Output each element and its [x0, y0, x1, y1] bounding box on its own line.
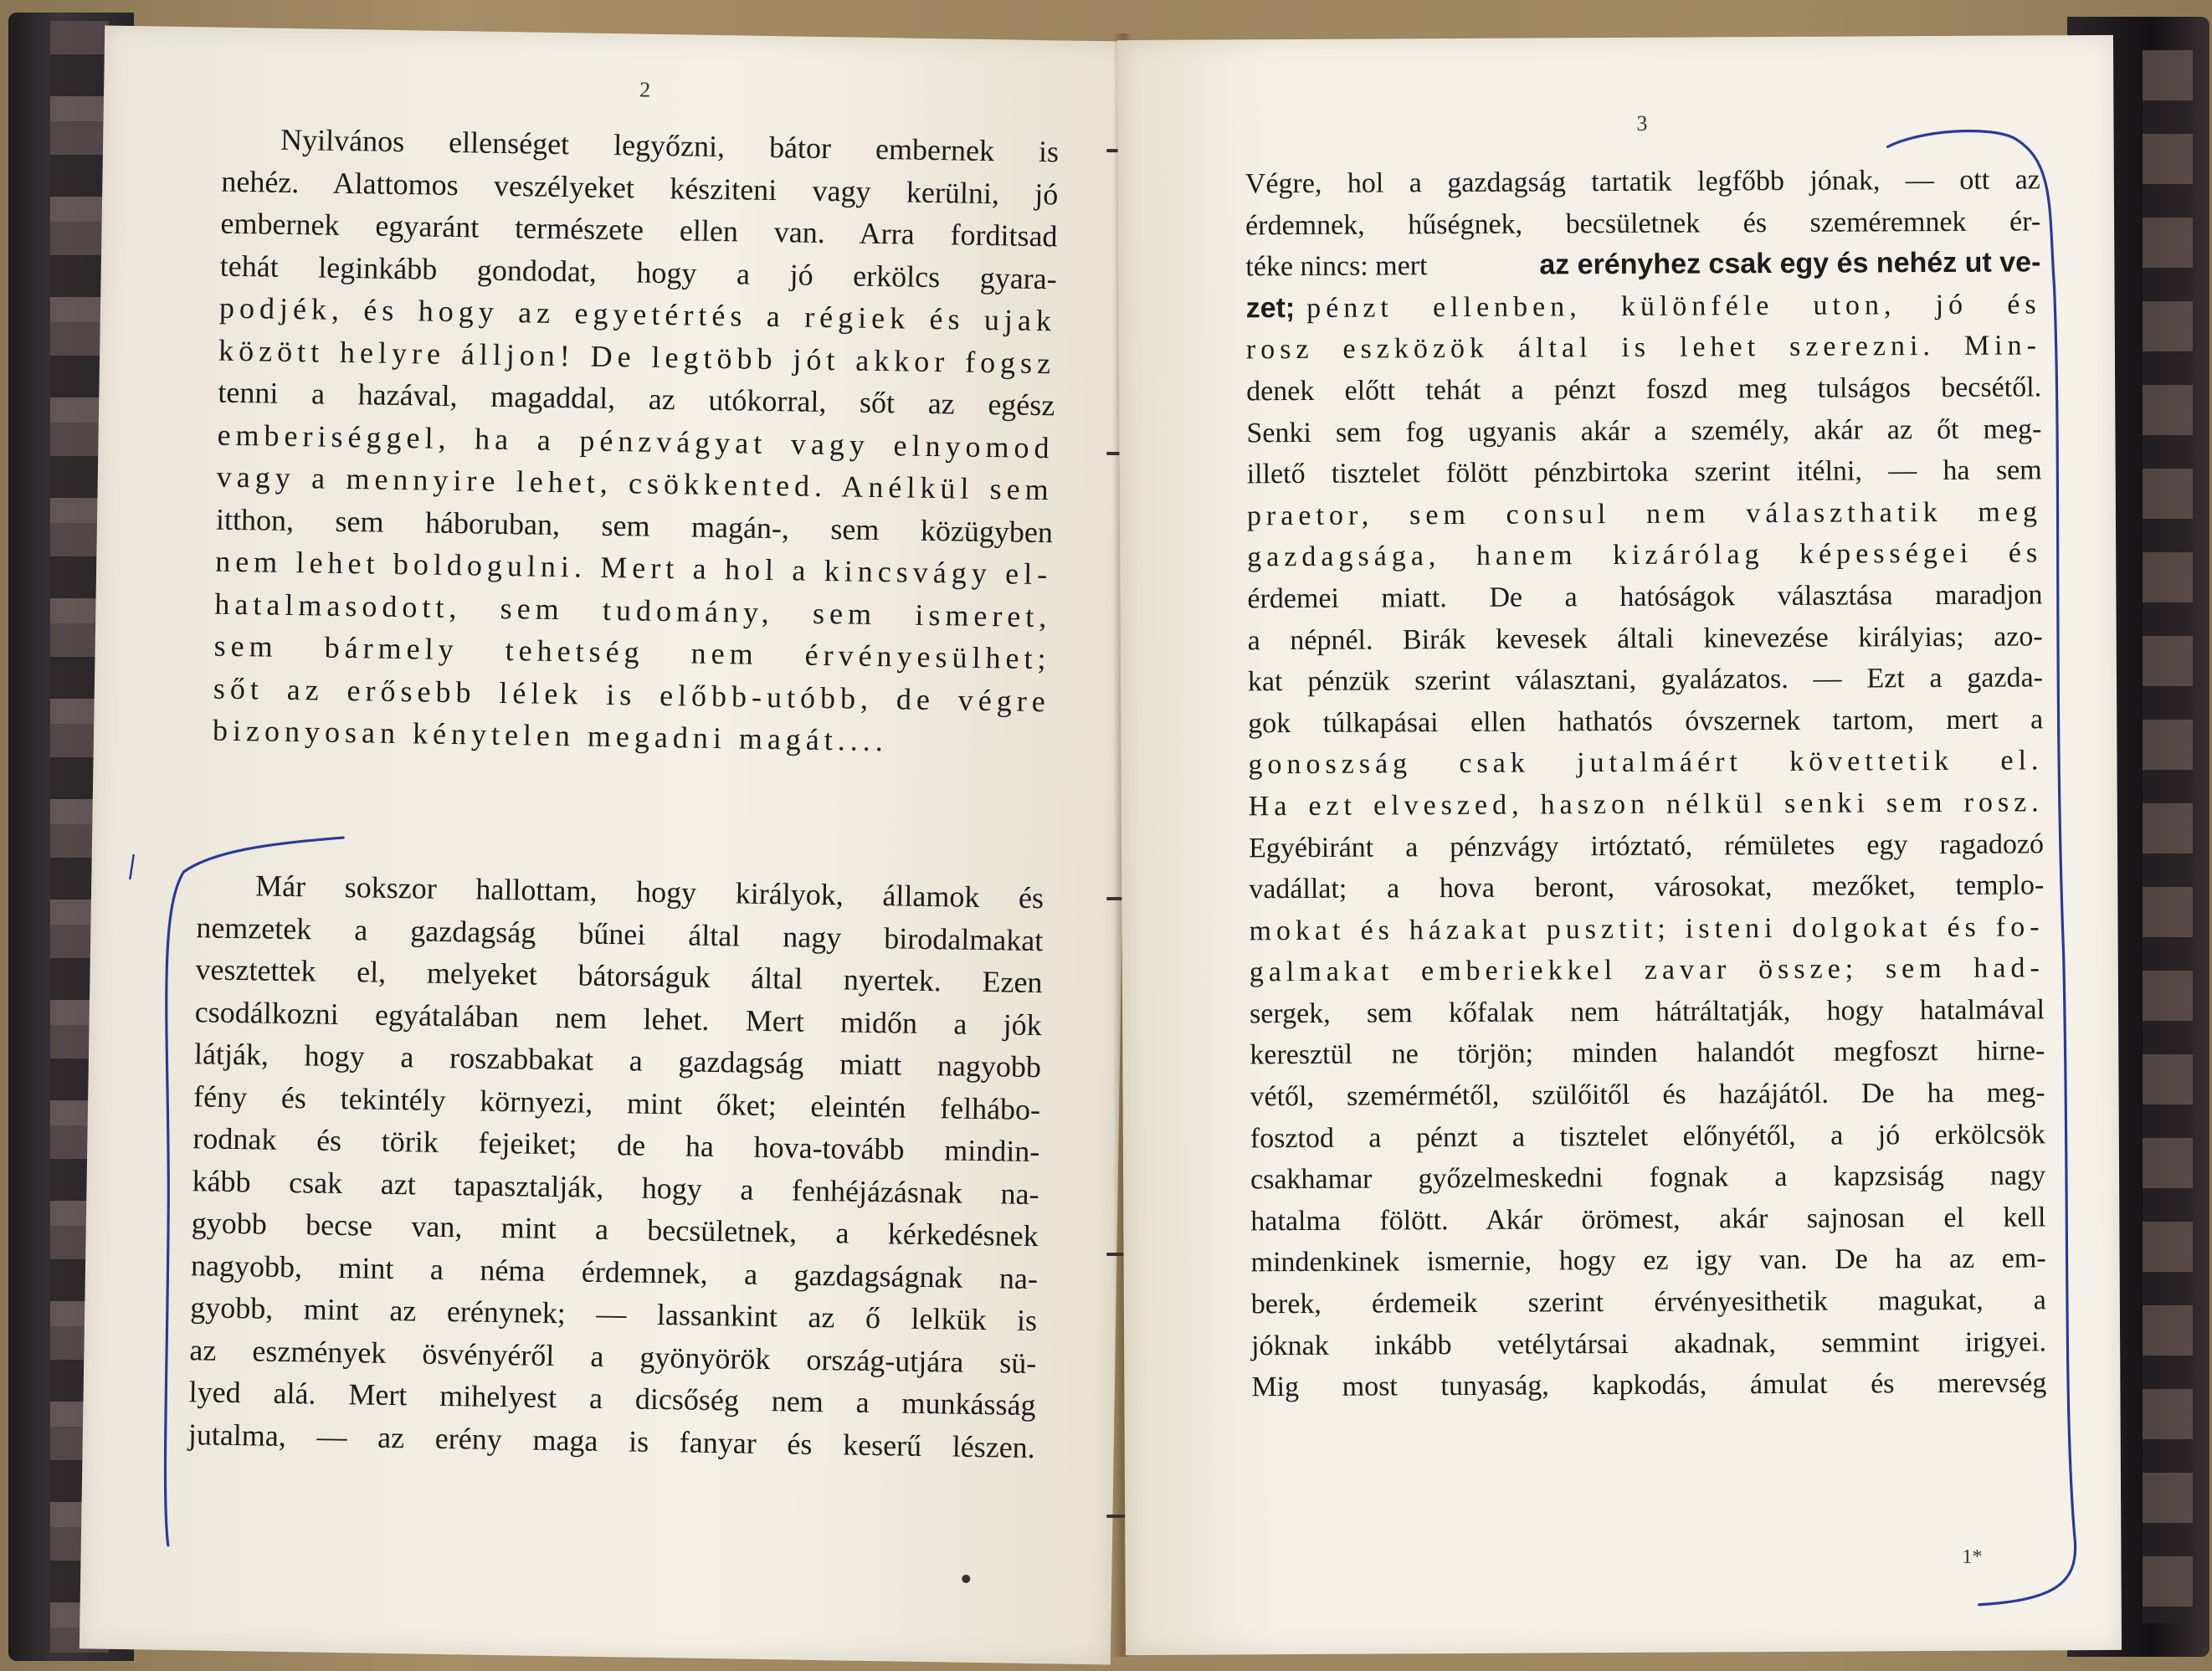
text-fragment: téke nincs: mert	[1245, 250, 1428, 283]
page-number-left: 2	[639, 77, 651, 102]
text-line: denek előtt tehát a pénzt foszd meg tulságos becsétől.	[1246, 372, 2042, 407]
text-line: látják, hogy a roszabbakat a gazdagság miatt nagyobb	[193, 1037, 1042, 1084]
text-line: nehéz. Alattomos veszélyeket késziteni vagy kerülni, jó	[221, 164, 1059, 211]
text-line: galmakat emberiekkel zavar össze; sem had-	[1249, 952, 2045, 988]
text-line: Végre, hol a gazdagság tartatik legfőbb jónak, — ott az	[1245, 164, 2040, 200]
text-line: rodnak és törik fejeiket; de ha hova-tovább mindin-	[192, 1121, 1040, 1169]
text-line: lyed alá. Mert mihelyest a dicsőség nem a munkásság	[188, 1375, 1036, 1422]
text-line: csodálkozni egyátalában nem lehet. Mert midőn a jók	[194, 994, 1043, 1042]
text-line: nem lehet boldogulni. Mert a hol a kincsvágy el-	[214, 544, 1053, 592]
text-line: podjék, és hogy az egyetértés a régiek és ujak	[218, 290, 1057, 338]
text-line: illető tisztelet fölött pénzbirtoka szerint itélni, — ha sem	[1246, 454, 2042, 490]
signature-mark: 1*	[1962, 1545, 1983, 1568]
text-line: nagyobb, mint a néma érdemnek, a gazdagságnak na-	[190, 1248, 1039, 1295]
text-line: vétől, szemérmétől, szülőitől és hazájától. De ha meg-	[1250, 1077, 2045, 1113]
text-line: kább csak azt tapasztalják, hogy a fenhéjázásnak na-	[192, 1163, 1039, 1211]
text-line: nemzetek a gazdagság bűnei által nagy birodalmakat	[196, 910, 1044, 957]
text-line: gyobb becse van, mint a becsületnek, a kérkedésnek	[191, 1206, 1039, 1253]
right-text	[1245, 159, 2047, 1408]
text-line: Egyébiránt a pénzvágy irtóztató, rémületes egy ragadozó	[1248, 828, 2045, 864]
bold-emphasis: zet;	[1245, 291, 1296, 325]
text-line: fény és tekintély környezi, mint őket; eleintén felhábo-	[192, 1079, 1041, 1126]
text-line: vadállat; a hova beront, városokat, mezőket, templo-	[1249, 869, 2045, 905]
text-line: között helyre álljon! De legtöbb jót akkor fogsz	[218, 333, 1056, 380]
text-line: csakhamar győzelmeskedni fognak a kapzsiság nagy	[1250, 1160, 2046, 1196]
text-line: hatalma fölött. Akár örömest, akár sajnosan el kell	[1250, 1202, 2046, 1238]
text-line: vesztettek el, melyeket bátorságuk által nyertek. Ezen	[195, 952, 1043, 1000]
text-line: kat pénzük szerint választani, gyalázatos. — Ezt a gazda-	[1247, 662, 2044, 698]
text-line: keresztül ne törjön; minden halandót megfoszt hirne-	[1250, 1035, 2045, 1071]
text-line: az eszmények ösvényéről a gyönyörök ország-utjára sü-	[189, 1332, 1037, 1380]
text-line: praetor, sem consul nem választhatik meg	[1246, 496, 2043, 532]
text-line: rosz eszközök által is lehet szerezni. Min-	[1245, 330, 2041, 366]
text-line: Nyilvános ellenséget legyőzni, bátor embernek is	[280, 122, 1060, 169]
text-line: Senki sem fog ugyanis akár a személy, akár az őt meg-	[1246, 413, 2042, 449]
text-line: érdemnek, hűségnek, becsületnek és szeméremnek ér-	[1245, 205, 2041, 241]
text-line: sergek, sem kőfalak nem hátráltatják, hogy hatalmával	[1249, 994, 2045, 1030]
left-paragraph-1	[213, 118, 1060, 765]
text-line: a népnél. Birák kevesek általi kinevezése királyias; azo-	[1247, 620, 2043, 656]
text-fragment: pénzt ellenben, különféle uton, jó és	[1306, 289, 2041, 324]
text-line: tehát leginkább gondodat, hogy a jó erkölcs gyara-	[219, 249, 1058, 295]
text-line: vagy a mennyire lehet, csökkented. Anélkül sem	[216, 459, 1055, 507]
text-line: Ha ezt elveszed, haszon nélkül senki sem rosz.	[1248, 787, 2044, 823]
text-line: Mig most tunyaság, kapkodás, ámulat és merevség	[1251, 1367, 2047, 1403]
left-paragraph-2	[187, 864, 1044, 1469]
text-line: emberiséggel, ha a pénzvágyat vagy elnyomod	[217, 418, 1055, 464]
text-line: gonoszság csak jutalmáért követtetik el.	[1248, 745, 2044, 781]
text-line: Már sokszor hallottam, hogy királyok, államok és	[254, 869, 1044, 915]
text-line: hatalmasodott, sem tudomány, sem ismeret,	[214, 587, 1052, 633]
text-line-mixed	[1245, 243, 2040, 289]
text-line: mokat és házakat pusztit; isteni dolgokat és fo-	[1249, 911, 2045, 947]
text-line: bizonyosan kénytelen megadni magát....	[212, 713, 889, 758]
text-line: itthon, sem háboruban, sem magán-, sem közügyben	[215, 502, 1054, 549]
text-line: érdemei miatt. De a hatóságok választása maradjon	[1247, 579, 2043, 615]
bold-emphasis: az erényhez csak egy és nehéz ut ve-	[1539, 246, 2041, 281]
left-page	[80, 25, 1136, 1664]
page-number-right: 3	[1636, 110, 1648, 136]
text-line: jóknak inkább vetélytársai akadnak, semmint irigyei.	[1251, 1325, 2047, 1361]
text-line: mindenkinek ismernie, hogy ez igy van. De ha az em-	[1250, 1243, 2046, 1279]
text-line: tenni a hazával, magaddal, az utókorral, sőt az egész	[218, 375, 1055, 423]
text-line: sem bármely tehetség nem érvényesülhet;	[213, 628, 1051, 676]
text-line: berek, érdemeik szerint érvényesithetik magukat, a	[1250, 1284, 2046, 1320]
text-line: gyobb, mint az erénynek; — lassankint az ő lelkük is	[189, 1290, 1038, 1338]
text-line: embernek egyaránt természete ellen van. Arra forditsad	[220, 206, 1058, 254]
text-line: sőt az erősebb lélek is előbb-utóbb, de végre	[213, 671, 1051, 718]
text-line-mixed	[1246, 284, 2041, 330]
text-line: fosztod a pénzt a tisztelet előnyétől, a jó erkölcsök	[1250, 1118, 2045, 1154]
right-page	[1117, 35, 2122, 1655]
text-line: gok túlkapásai ellen hathatós óvszernek tartom, mert a	[1248, 704, 2044, 740]
text-line: gazdagsága, hanem kizárólag képességei és	[1247, 537, 2043, 573]
book-cover-right-strip	[2143, 50, 2193, 1623]
text-line: jutalma, — az erény maga is fanyar és keserű lészen.	[187, 1417, 1036, 1464]
